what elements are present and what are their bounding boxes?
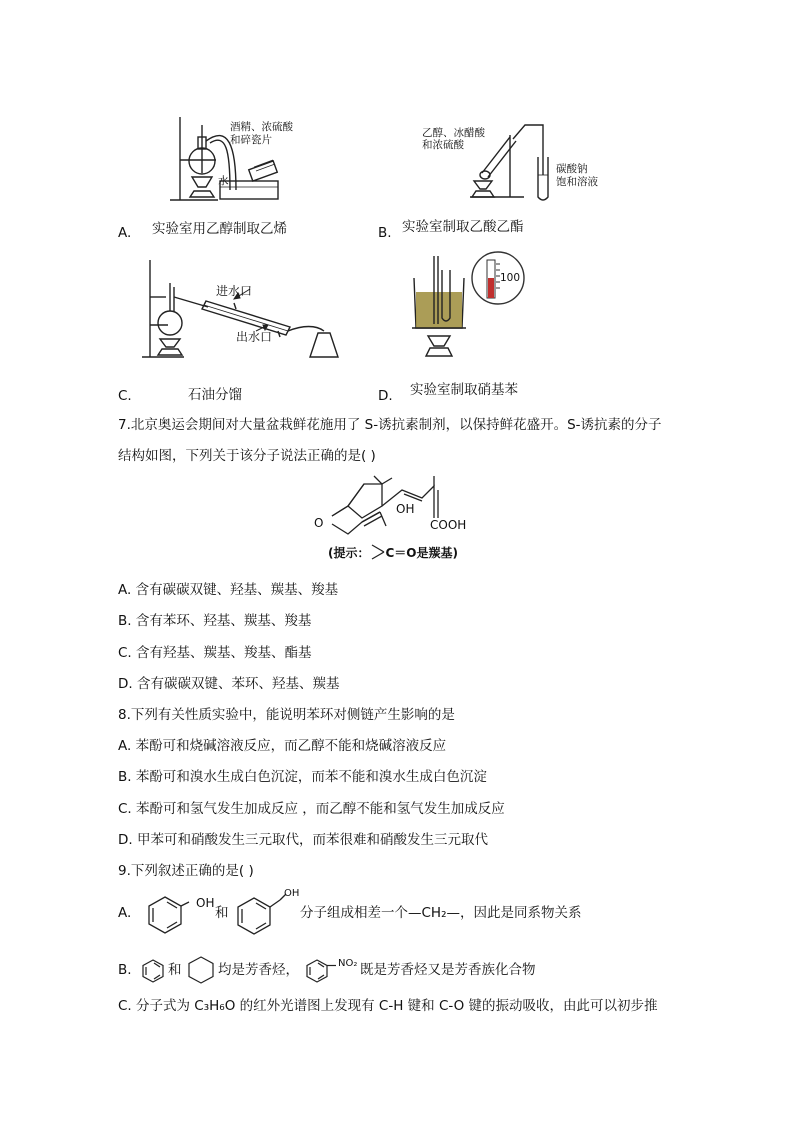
q9-option-c[interactable]: C. 分子式为 C₃H₆O 的红外光谱图上发现有 C-H 键和 C-O 键的振动吸收，由此可以初步推 [118,998,658,1014]
q7-stem-line-1: 7.北京奥运会期间对大量盆栽鲜花施用了 S-诱抗素制剂，以保持鲜花盛开。S-诱抗素的分子 [118,417,662,433]
q7-option-d[interactable]: D. 含有碳碳双键、苯环、羟基、羰基 [118,676,340,692]
fig-b-caption: 实验室制取乙酸乙酯 [402,219,524,235]
q9-a-text: 分子组成相差一个—CH₂—，因此是同系物关系 [300,905,582,921]
figure-a [118,105,318,240]
q7-option-b[interactable]: B. 含有苯环、羟基、羰基、羧基 [118,613,312,629]
fig-a-reagent-label-1: 酒精、浓硫酸 [230,121,293,133]
q9-b-and: 和 [168,962,182,978]
fig-c-outlet-label: 出水口 [236,330,273,344]
hint-prefix: (提示： [328,545,370,560]
q9-a-oh-1: OH [196,896,215,910]
figure-d [400,252,540,397]
q8-option-d[interactable]: D. 甲苯可和硝酸发生三元取代，而苯很难和硝酸发生三元取代 [118,832,488,848]
fig-b-reagent-label-1: 乙醇、冰醋酸 [422,127,485,139]
fig-b-solution-label-2: 饱和溶液 [556,176,598,188]
q9-b-mid: 均是芳香烃， [218,962,299,978]
cyclohexane-structure-icon [186,955,216,985]
fig-a-water-label: 水 [218,175,229,187]
q9-a-and: 和 [215,905,229,921]
fig-b-letter: B. [378,225,392,241]
figure-c [138,255,348,403]
q8-stem: 8.下列有关性质实验中，能说明苯环对侧链产生影响的是 [118,707,455,723]
fig-c-inlet-label: 进水口 [216,284,253,298]
fig-c-letter: C. [118,388,132,404]
struct-cooh-label: COOH [430,518,467,532]
struct-oh-label: OH [396,502,415,516]
q9-option-b-letter[interactable]: B. [118,962,132,978]
fig-b-reagent-label-2: 和浓硫酸 [422,139,464,151]
fig-d-letter: D. [378,388,393,404]
q9-b-end: 既是芳香烃又是芳香族化合物 [360,962,536,978]
carbonyl-hint [328,543,458,561]
nitrobenzene-apparatus-diagram [400,252,540,362]
fig-a-caption: 实验室用乙醇制取乙烯 [152,221,287,237]
q9-a-oh-2: OH [284,888,300,899]
hint-suffix: C＝O是羰基) [385,545,458,560]
figure-b [400,115,600,240]
q8-option-b[interactable]: B. 苯酚可和溴水生成白色沉淀，而苯不能和溴水生成白色沉淀 [118,769,487,785]
struct-o-label: O [314,516,324,530]
q9-option-a-letter[interactable]: A. [118,905,132,921]
fig-c-caption: 石油分馏 [188,387,242,403]
benzene-structure-icon [140,958,166,984]
s-abscisic-acid-structure [310,476,500,536]
q8-option-a[interactable]: A. 苯酚可和烧碱溶液反应，而乙醇不能和烧碱溶液反应 [118,738,447,754]
fig-a-reagent-label-2: 和碎瓷片 [230,134,272,146]
q7-option-c[interactable]: C. 含有羟基、羰基、羧基、酯基 [118,645,312,661]
q9-stem: 9.下列叙述正确的是( ) [118,863,254,879]
fig-d-caption: 实验室制取硝基苯 [410,382,518,398]
nitrobenzene-structure-icon [304,958,340,984]
q7-option-a[interactable]: A. 含有碳碳双键、羟基、羰基、羧基 [118,582,339,598]
phenol-structure-icon [145,894,201,934]
q7-stem-line-2: 结构如图，下列关于该分子说法正确的是( ) [118,448,376,464]
fig-d-thermometer-value: 100 [500,272,521,284]
q9-b-no2: NO₂ [338,958,358,969]
distillation-apparatus-diagram [138,255,348,365]
carbonyl-bond-icon [370,543,386,561]
q8-option-c[interactable]: C. 苯酚可和氢气发生加成反应 ，而乙醇不能和氢气发生加成反应 [118,801,505,817]
fig-a-letter: A. [118,225,132,241]
fig-b-solution-label-1: 碳酸钠 [556,163,588,175]
